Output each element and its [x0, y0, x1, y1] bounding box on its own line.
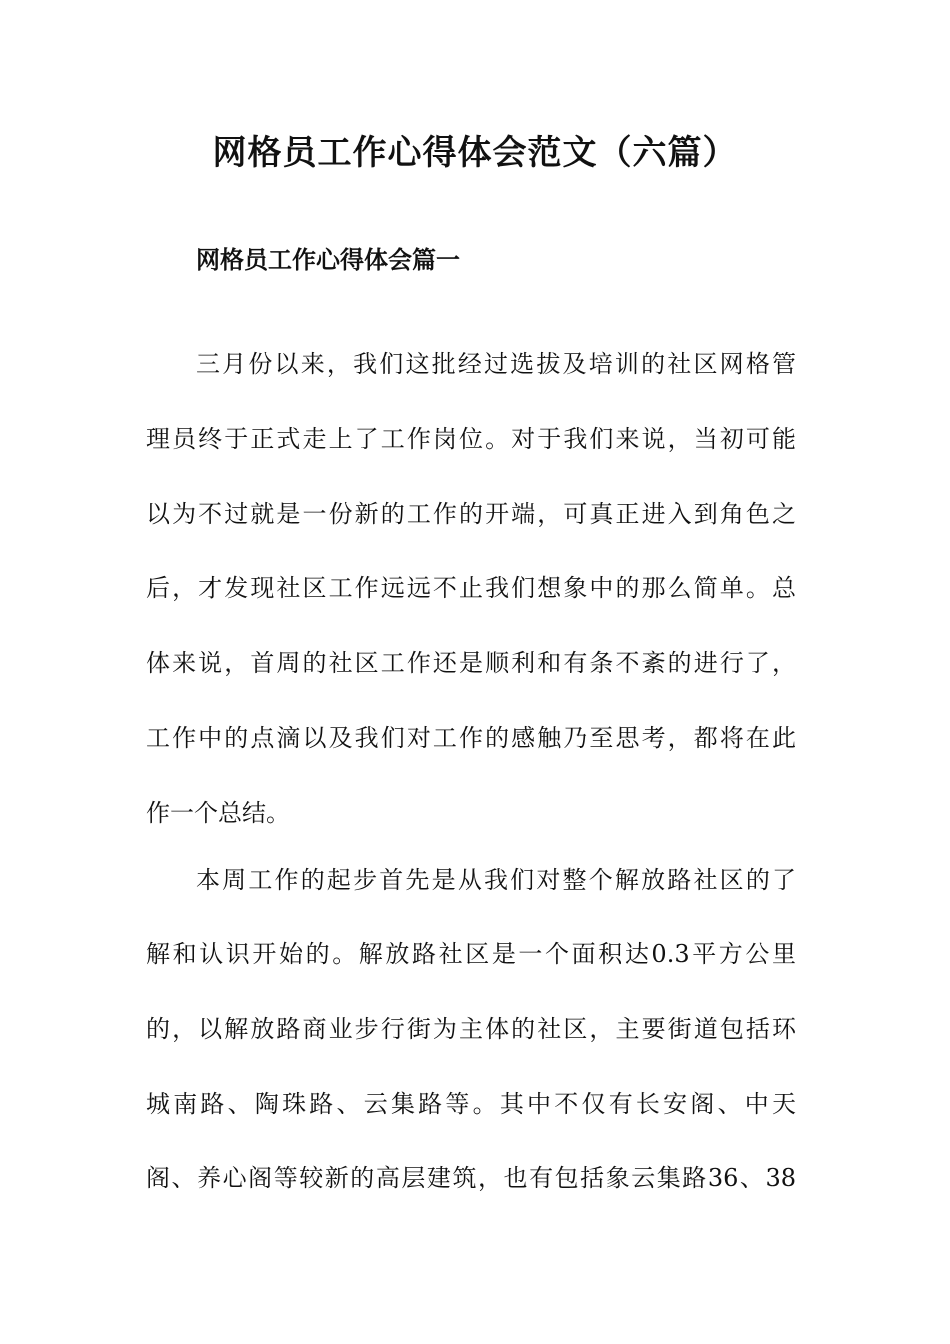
paragraph-line: 工作中的点滴以及我们对工作的感触乃至思考，都将在此 — [146, 724, 796, 752]
paragraph-line: 体来说，首周的社区工作还是顺利和有条不紊的进行了， — [146, 649, 796, 677]
paragraph-line: 本周工作的起步首先是从我们对整个解放路社区的了 — [196, 866, 796, 894]
section-heading: 网格员工作心得体会篇一 — [196, 246, 460, 274]
paragraph-line: 作一个总结。 — [146, 799, 290, 827]
paragraph-line: 以为不过就是一份新的工作的开端，可真正进入到角色之 — [146, 500, 796, 528]
document-title: 网格员工作心得体会范文（六篇） — [212, 133, 738, 173]
paragraph-line: 三月份以来，我们这批经过选拔及培训的社区网格管 — [196, 350, 796, 378]
paragraph-line: 阁、养心阁等较新的高层建筑，也有包括象云集路36、38 — [146, 1164, 796, 1192]
paragraph-line: 解和认识开始的。解放路社区是一个面积达0.3平方公里 — [146, 940, 796, 968]
paragraph-line: 城南路、陶珠路、云集路等。其中不仅有长安阁、中天 — [146, 1090, 796, 1118]
paragraph-line: 理员终于正式走上了工作岗位。对于我们来说，当初可能 — [146, 425, 796, 453]
paragraph-line: 的，以解放路商业步行街为主体的社区，主要街道包括环 — [146, 1015, 796, 1043]
paragraph-line: 后，才发现社区工作远远不止我们想象中的那么简单。总 — [146, 574, 796, 602]
